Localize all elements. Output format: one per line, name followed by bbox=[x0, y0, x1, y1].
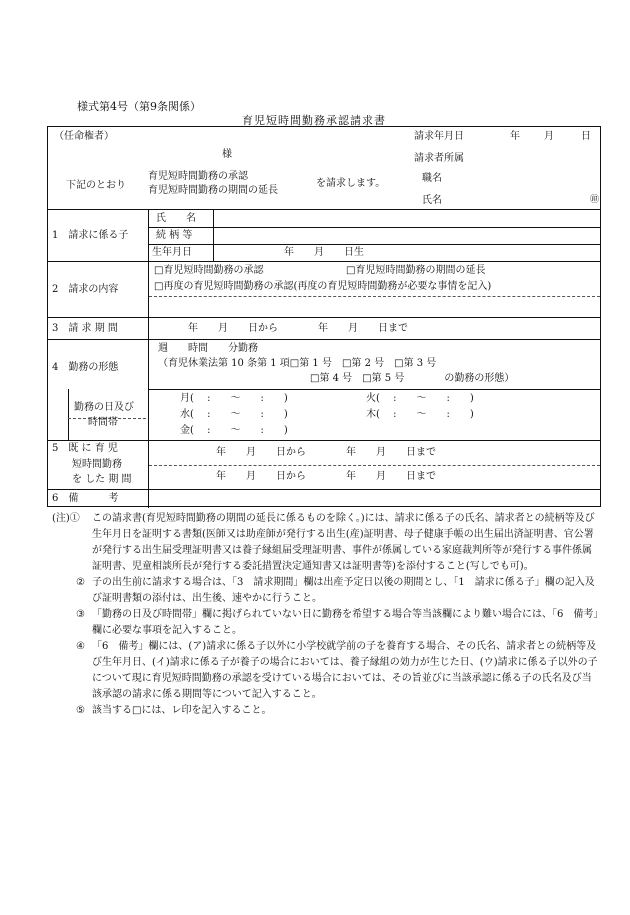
thursday-hours: 木( : 〜 : ) bbox=[366, 409, 474, 420]
note-text: 子の出生前に請求する場合は、「3 請求期間」欄は出産予定日以後の期間とし、「1 請求に係る子」欄の記入及び証明書類の添付は、出生後、速やかに行うこと。 bbox=[92, 577, 595, 604]
form-number: 様式第4号（第9条関係） bbox=[77, 100, 201, 113]
note-text: 該当する□には、レ印を記入すること。 bbox=[92, 705, 272, 716]
note-number: ③ bbox=[76, 609, 85, 620]
note-text: 「勤務の日及び時間帯」欄に掲げられていない日に勤務を希望する場合等当該欄により難い場合には、「6 備考」欄に必要な事項を記入すること。 bbox=[92, 609, 599, 636]
affiliation-label: 請求者所属 bbox=[414, 153, 464, 164]
request-period: 年 月 日から 年 月 日まで bbox=[188, 323, 408, 334]
appointer-label: （任命権者） bbox=[54, 131, 114, 142]
note-item bbox=[52, 511, 600, 575]
prior-period-2: 年 月 日から 年 月 日まで bbox=[216, 471, 436, 482]
friday-hours: 金( : 〜 : ) bbox=[180, 425, 288, 436]
note-text: 「6 備考」欄には、(ア)請求に係る子以外に小学校就学前の子を養育する場合、その氏名、請求者との続柄等及び生年月日、(イ)請求に係る子が養子の場合においては、養子縁組の効力が生じた日、(ウ)請求に係る子以外の子について現に育児短時間勤務の承認を受けている場合においては、その旨並びに当該承認に係る子の氏名及び当該承認の請求に係る期間等について記入すること。 bbox=[92, 641, 598, 700]
monday-hours: 月( : 〜 : ) bbox=[180, 393, 288, 404]
weekly-hours: 週 時間 分勤務 bbox=[158, 343, 258, 354]
days-label-line2: 時間帯 bbox=[88, 417, 118, 428]
tuesday-hours: 火( : 〜 : ) bbox=[366, 393, 474, 404]
note-number: (注)① bbox=[52, 513, 80, 524]
notes-section bbox=[52, 511, 600, 719]
child-birthdate-format: 年 月 日生 bbox=[284, 247, 364, 258]
position-label: 職名 bbox=[422, 173, 442, 184]
option-approval: 育児短時間勤務の承認 bbox=[148, 171, 248, 182]
note-item bbox=[52, 607, 600, 639]
note-item bbox=[52, 575, 600, 607]
section5-label-line3: を した 期 間 bbox=[72, 474, 132, 485]
lead-text: 下記のとおり bbox=[66, 180, 126, 191]
section4-label: 4 勤務の形態 bbox=[52, 362, 119, 373]
request-form-table bbox=[47, 126, 601, 507]
note-text: この請求書(育児短時間勤務の期間の延長に係るものを除く。)には、請求に係る子の氏名、請求者との続柄等及び生年月日を証明する書類(医師又は助産師が発行する出生(産)証明書、母子健康手帳の出生届出済証明書、官公署が発行する出生届受理証明書又は養子縁組届受理証明書、事件が係属している家庭裁判所等が発行する事件係属証明書、児童相談所長が発行する委託措置決定通知書又は証明書等)を添付すること(写しでも可)。 bbox=[92, 513, 595, 572]
child-birthdate-label: 生年月日 bbox=[152, 247, 192, 258]
child-relation-label: 続 柄 等 bbox=[156, 230, 193, 241]
section5-label-line1: 5 既 に 育 児 bbox=[52, 443, 118, 454]
law-reference: （育児休業法第 10 条第 1 項□第 1 号 □第 2 号 □第 3 号 bbox=[158, 358, 437, 369]
form-title: 育児短時間勤務承認請求書 bbox=[242, 114, 386, 127]
sama-label: 様 bbox=[222, 149, 232, 160]
wednesday-hours: 水( : 〜 : ) bbox=[180, 409, 288, 420]
content-option-extension[interactable]: □育児短時間勤務の期間の延長 bbox=[346, 265, 486, 276]
section5-label-line2: 短時間勤務 bbox=[72, 459, 122, 470]
section6-label: 6 備 考 bbox=[52, 493, 119, 504]
section1-label: 1 請求に係る子 bbox=[52, 230, 129, 241]
date-day: 日 bbox=[581, 131, 591, 142]
note-number: ② bbox=[76, 577, 85, 588]
days-label-line1: 勤務の日及び bbox=[74, 402, 134, 413]
date-year: 年 bbox=[510, 131, 520, 142]
request-tail: を請求します。 bbox=[316, 178, 386, 189]
note-number: ④ bbox=[76, 641, 85, 652]
name-label: 氏名 bbox=[422, 195, 442, 206]
content-option-reapproval[interactable]: □再度の育児短時間勤務の承認(再度の育児短時間勤務が必要な事情を記入) bbox=[154, 281, 492, 292]
note-item bbox=[52, 703, 600, 719]
note-number: ⑤ bbox=[76, 705, 85, 716]
note-item bbox=[52, 639, 600, 703]
prior-period-1: 年 月 日から 年 月 日まで bbox=[216, 447, 436, 458]
seal-mark: ㊞ bbox=[590, 195, 600, 205]
child-name-label: 氏 名 bbox=[156, 213, 196, 224]
option-extension: 育児短時間勤務の期間の延長 bbox=[148, 185, 278, 196]
request-date-label: 請求年月日 bbox=[414, 131, 464, 142]
law-reference-cont: □第 4 号 □第 5 号 の勤務の形態） bbox=[310, 373, 515, 384]
date-month: 月 bbox=[544, 131, 554, 142]
section2-label: 2 請求の内容 bbox=[52, 284, 119, 295]
content-option-approval[interactable]: □育児短時間勤務の承認 bbox=[154, 265, 264, 276]
section3-label: 3 請 求 期 間 bbox=[52, 323, 118, 334]
